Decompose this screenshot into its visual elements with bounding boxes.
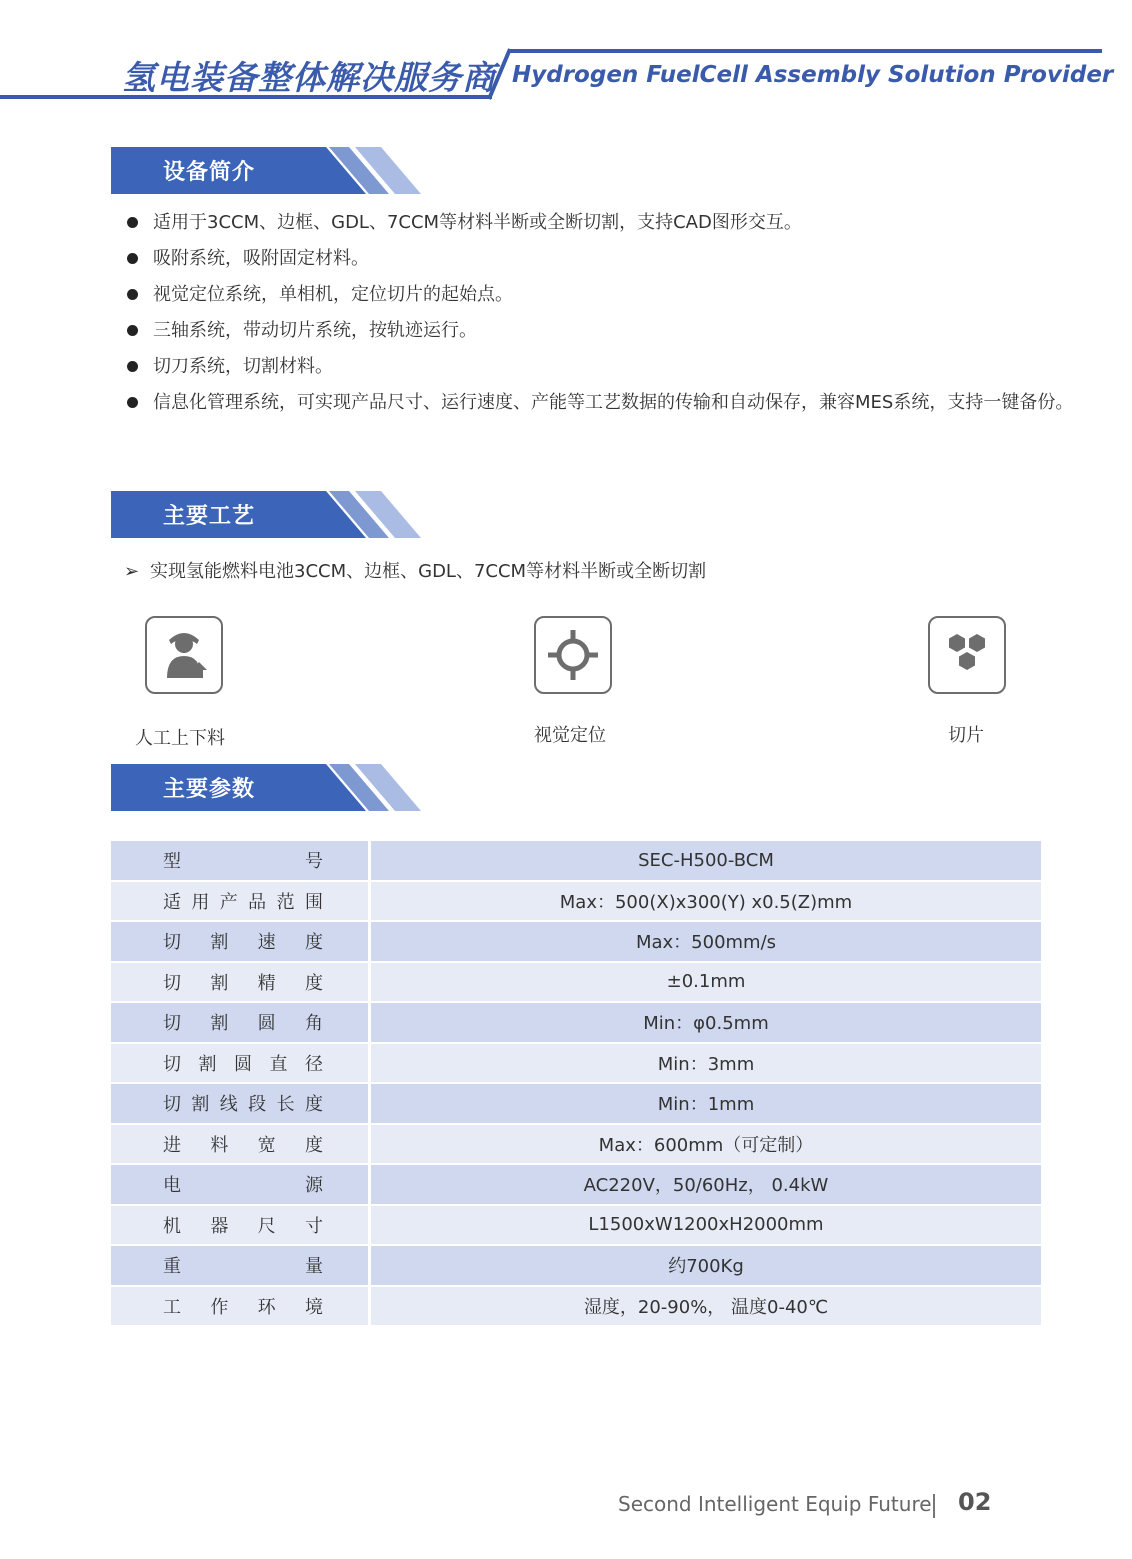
table-row xyxy=(111,1165,1041,1206)
step-label-loading: 人工上下料 xyxy=(135,728,225,749)
process-description: ➢ 实现氢能燃料电池3CCM、边框、GDL、7CCM等材料半断或全断切割 xyxy=(124,556,706,588)
section-title: 主要工艺 xyxy=(163,504,256,529)
bullet-icon xyxy=(127,217,138,228)
table-row xyxy=(111,1125,1041,1166)
spec-key-cell xyxy=(111,1206,371,1247)
spec-key: 切 割 线 段 长 度 xyxy=(163,1094,323,1116)
spec-value: ±0.1mm xyxy=(371,963,1041,1004)
spec-key: 切 割 圆 直 径 xyxy=(163,1053,323,1075)
spec-key: 型 号 xyxy=(163,851,323,873)
spec-key: 切 割 精 度 xyxy=(163,972,323,994)
list-item: 切刀系统，切割材料。 xyxy=(126,349,1086,385)
header-title-cn: 氢电装备整体解决服务商 xyxy=(122,58,496,97)
spec-value: Max：500(X)x300(Y) x0.5(Z)mm xyxy=(371,882,1041,923)
list-item: 适用于3CCM、边框、GDL、7CCM等材料半断或全断切割，支持CAD图形交互。 xyxy=(126,205,1086,241)
spec-value: SEC-H500-BCM xyxy=(371,841,1041,882)
section-header-process xyxy=(111,491,431,538)
table-row xyxy=(111,1287,1041,1328)
list-item: 视觉定位系统，单相机，定位切片的起始点。 xyxy=(126,277,1086,313)
spec-value: AC220V，50/60Hz， 0.4kW xyxy=(371,1165,1041,1206)
bullet-icon xyxy=(127,361,138,372)
table-row xyxy=(111,1206,1041,1247)
section-title: 主要参数 xyxy=(163,777,256,802)
spec-key-cell xyxy=(111,922,371,963)
worker-icon xyxy=(145,616,223,694)
spec-table xyxy=(111,841,1041,1327)
list-item: 三轴系统，带动切片系统，按轨迹运行。 xyxy=(126,313,1086,349)
spec-value: Min：3mm xyxy=(371,1044,1041,1085)
intro-list xyxy=(126,205,1086,421)
hexagon-cluster-icon xyxy=(928,616,1006,694)
spec-value: Max：500mm/s xyxy=(371,922,1041,963)
table-row xyxy=(111,1044,1041,1085)
table-row xyxy=(111,1084,1041,1125)
spec-key-cell xyxy=(111,1165,371,1206)
spec-key: 进 料 宽 度 xyxy=(163,1134,323,1156)
spec-key: 电 源 xyxy=(163,1175,323,1197)
target-icon xyxy=(534,616,612,694)
table-row xyxy=(111,922,1041,963)
spec-key-cell xyxy=(111,1246,371,1287)
bullet-icon xyxy=(127,289,138,300)
spec-key: 重 量 xyxy=(163,1256,323,1278)
spec-key-cell xyxy=(111,882,371,923)
table-row xyxy=(111,841,1041,882)
spec-key-cell xyxy=(111,963,371,1004)
bullet-icon xyxy=(127,325,138,336)
table-row xyxy=(111,1003,1041,1044)
table-row xyxy=(111,882,1041,923)
step-label-cutting: 切片 xyxy=(948,725,984,746)
spec-value: L1500xW1200xH2000mm xyxy=(371,1206,1041,1247)
spec-key-cell xyxy=(111,1287,371,1328)
table-row xyxy=(111,1246,1041,1287)
spec-key-cell xyxy=(111,1003,371,1044)
bullet-icon xyxy=(127,397,138,408)
spec-value: Min：1mm xyxy=(371,1084,1041,1125)
spec-key-cell xyxy=(111,1125,371,1166)
spec-key-cell xyxy=(111,841,371,882)
spec-value: Min：φ0.5mm xyxy=(371,1003,1041,1044)
list-item: 吸附系统，吸附固定材料。 xyxy=(126,241,1086,277)
arrow-icon: ➢ xyxy=(124,561,140,582)
section-title: 设备简介 xyxy=(163,160,256,185)
header-title-en: Hydrogen FuelCell Assembly Solution Provider xyxy=(512,62,1114,88)
spec-key: 适 用 产 品 范 围 xyxy=(163,891,323,913)
spec-key-cell xyxy=(111,1044,371,1085)
footer-slogan: Second Intelligent Equip Future xyxy=(618,1492,932,1516)
table-row xyxy=(111,963,1041,1004)
page-number: 02 xyxy=(958,1488,992,1516)
spec-key: 切 割 速 度 xyxy=(163,932,323,954)
step-label-vision: 视觉定位 xyxy=(534,725,606,746)
spec-key: 机 器 尺 寸 xyxy=(163,1215,323,1237)
spec-value: Max：600mm（可定制） xyxy=(371,1125,1041,1166)
spec-key: 工 作 环 境 xyxy=(163,1296,323,1318)
spec-value: 约700Kg xyxy=(371,1246,1041,1287)
section-header-intro xyxy=(111,147,431,194)
list-item: 信息化管理系统，可实现产品尺寸、运行速度、产能等工艺数据的传输和自动保存，兼容MES系统，支持一键备份。 xyxy=(126,385,1086,421)
footer-divider xyxy=(933,1494,935,1518)
spec-value: 湿度，20-90%， 温度0-40℃ xyxy=(371,1287,1041,1328)
spec-key-cell xyxy=(111,1084,371,1125)
bullet-icon xyxy=(127,253,138,264)
section-header-params xyxy=(111,764,431,811)
spec-key: 切 割 圆 角 xyxy=(163,1013,323,1035)
